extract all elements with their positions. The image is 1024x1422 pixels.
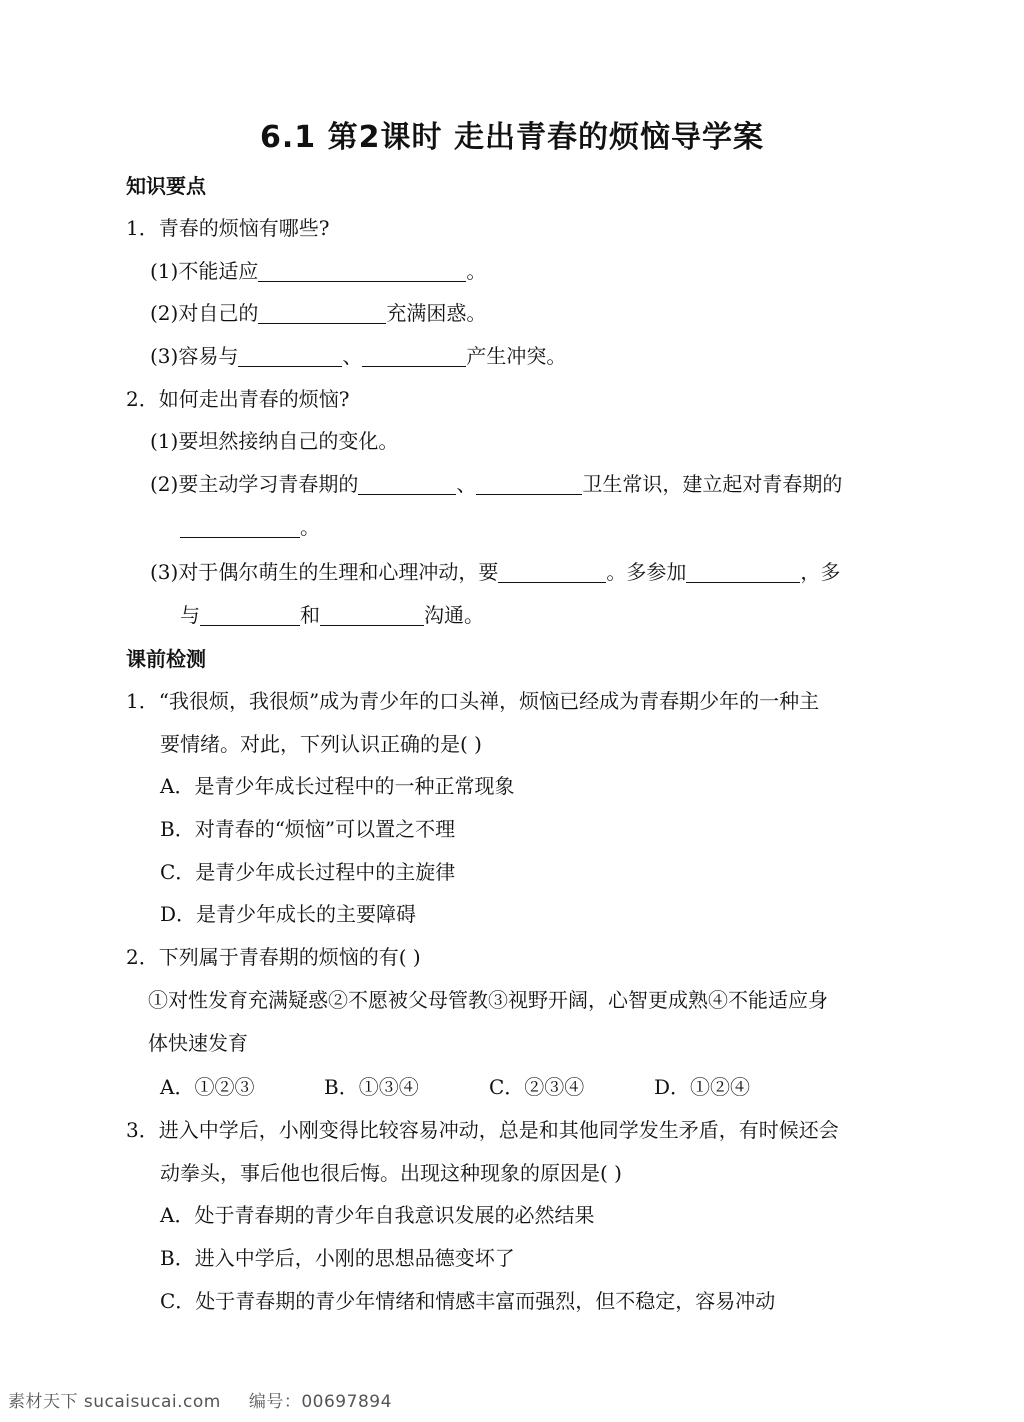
item-text: (1)不能适应 — [150, 259, 259, 283]
item-text: 、 — [456, 472, 477, 496]
item-text: 和 — [300, 603, 320, 627]
pretest-q3-option-c[interactable]: C．处于青春期的青少年情绪和情感丰富而强烈，但不稳定，容易冲动 — [160, 1289, 776, 1313]
section-heading-pretest: 课前检测 — [126, 647, 206, 671]
item-text: 充满困惑。 — [386, 301, 487, 325]
answer-blank[interactable] — [200, 603, 300, 626]
question-2-item-3 — [150, 558, 840, 586]
item-text: 。多参加 — [606, 560, 687, 584]
item-text: 、 — [342, 344, 363, 368]
answer-blank[interactable] — [258, 301, 386, 324]
pretest-q2-option-b[interactable]: B．①③④ — [324, 1075, 419, 1099]
item-text: (3)对于偶尔萌生的生理和心理冲动，要 — [150, 560, 499, 584]
pretest-q1-option-b[interactable]: B．对青春的“烦恼”可以置之不理 — [160, 817, 456, 841]
item-text: (3)容易与 — [150, 344, 239, 368]
watermark-code: 编号：00697894 — [248, 1391, 392, 1412]
pretest-q3-stem-line2: 动拳头，事后他也很后悔。出现这种现象的原因是( ) — [160, 1161, 622, 1185]
question-1-item-3 — [150, 342, 566, 370]
watermark-site: 素材天下 sucaisucai.com — [8, 1391, 221, 1412]
pretest-q2-stem: 2．下列属于青春期的烦恼的有( ) — [126, 945, 421, 969]
page-title: 6.1 第2课时 走出青春的烦恼导学案 — [260, 120, 764, 155]
pretest-q2-option-d[interactable]: D．①②④ — [654, 1075, 751, 1099]
pretest-q2-option-a[interactable]: A．①②③ — [160, 1075, 255, 1099]
answer-blank[interactable] — [180, 515, 300, 538]
answer-blank[interactable] — [238, 344, 342, 367]
pretest-q2-option-c[interactable]: C．②③④ — [489, 1075, 585, 1099]
item-text: ，多 — [800, 560, 841, 584]
question-2-item-2 — [150, 470, 842, 498]
answer-blank[interactable] — [686, 560, 800, 583]
pretest-q2-items-line2: 体快速发育 — [148, 1031, 248, 1055]
pretest-q1-stem-line1: 1．“我很烦，我很烦”成为青少年的口头禅，烦恼已经成为青春期少年的一种主 — [126, 689, 820, 713]
question-2-stem: 2．如何走出青春的烦恼? — [126, 387, 350, 411]
pretest-q3-option-a[interactable]: A．处于青春期的青少年自我意识发展的必然结果 — [160, 1203, 595, 1227]
answer-blank[interactable] — [320, 603, 424, 626]
pretest-q1-stem-line2: 要情绪。对此，下列认识正确的是( ) — [160, 732, 482, 756]
question-1-item-1 — [150, 257, 486, 285]
question-1-item-2 — [150, 299, 486, 327]
item-text: 产生冲突。 — [466, 344, 567, 368]
answer-blank[interactable] — [476, 472, 582, 495]
pretest-q2-items-line1: ①对性发育充满疑惑②不愿被父母管教③视野开阔，心智更成熟④不能适应身 — [148, 988, 828, 1012]
pretest-q1-option-a[interactable]: A．是青少年成长过程中的一种正常现象 — [160, 774, 515, 798]
answer-blank[interactable] — [498, 560, 606, 583]
answer-blank[interactable] — [362, 344, 466, 367]
item-text: (2)对自己的 — [150, 301, 259, 325]
answer-blank[interactable] — [358, 472, 456, 495]
item-text: 沟通。 — [424, 603, 484, 627]
pretest-q3-stem-line1: 3．进入中学后，小刚变得比较容易冲动，总是和其他同学发生矛盾，有时候还会 — [126, 1118, 839, 1142]
pretest-q1-option-d[interactable]: D．是青少年成长的主要障碍 — [160, 902, 417, 926]
item-text: 与 — [180, 603, 200, 627]
pretest-q1-option-c[interactable]: C．是青少年成长过程中的主旋律 — [160, 860, 456, 884]
item-text: 。 — [300, 515, 320, 539]
answer-blank[interactable] — [258, 259, 466, 282]
question-2-item-1: (1)要坦然接纳自己的变化。 — [150, 429, 399, 453]
item-text: (2)要主动学习青春期的 — [150, 472, 359, 496]
pretest-q3-option-b[interactable]: B．进入中学后，小刚的思想品德变坏了 — [160, 1246, 515, 1270]
question-1-stem: 1．青春的烦恼有哪些? — [126, 216, 330, 240]
question-2-item-2-cont — [180, 513, 320, 541]
question-2-item-3-cont — [180, 601, 484, 629]
item-text: 卫生常识，建立起对青春期的 — [582, 472, 843, 496]
watermark-bar — [0, 1376, 1024, 1422]
section-heading-knowledge: 知识要点 — [126, 174, 206, 198]
item-text: 。 — [466, 259, 487, 283]
